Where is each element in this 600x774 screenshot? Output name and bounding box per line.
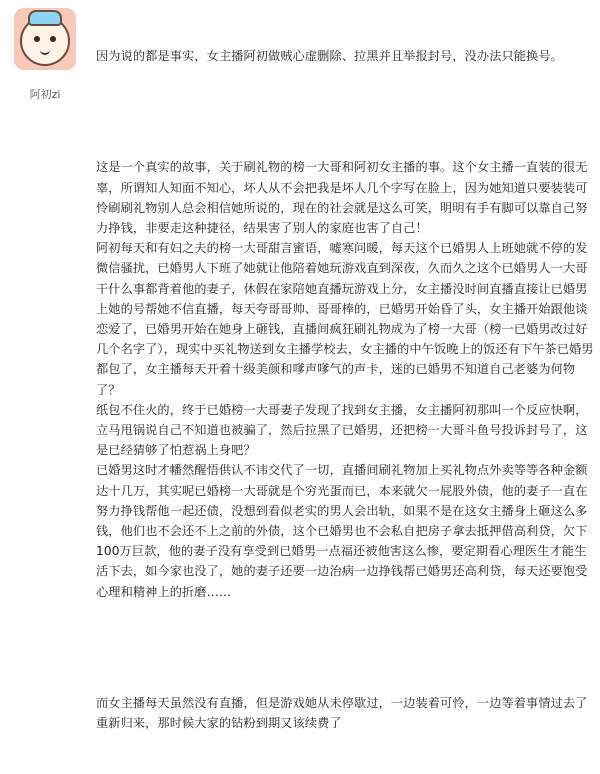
post-paragraph-2: 这是一个真实的故事，关于刷礼物的榜一大哥和阿初女主播的事。这个女主播一直装的很无辜，所谓知人知面不知心，坏人从不会把我是坏人几个字写在脸上，因为她知道只要装装可怜刷刷礼物别人总会相信她所说的，现在的社会就是这么可笑，明明有手有脚可以靠自己努力挣钱，非要走这种捷径，结果害了别人的家庭也害了自己！ 阿初每天和有妇之夫的榜一大哥甜言蜜语，嘘寒问暖，每天这个已婚男人上班她就不停的发微信骚扰，已婚男人下班了她就让他陪着她玩游戏直到深夜，久而久之这个已婚男人一大哥干什么事都背着他的妻子，休假在家陪她直播玩游戏上分，女主播没时间直播直接让已婚男上她的号帮她不信直播，每天夸哥哥帅、哥哥棒的，已婚男开始昏了头，女主播开始跟他谈恋爱了，已婚男开始在她身上砸钱，直播间疯狂刷礼物成为了榜一大哥（榜一已婚男改过好几个名字了），现实中买礼物送到女主播学校去，女主播的中午饭晚上的饭还有下午茶已婚男都包了，女主播每天开着十级美颜和嗲声嗲气的声卡，迷的已婚男不知道自己老婆为何物了？ 纸包不住火的，终于已婚榜一大哥妻子发现了找到女主播，女主播阿初那叫一个反应快啊，立马甩锅说自己不知道也被骗了，然后拉黑了已婚男，还把榜一大哥斗鱼号投诉封号了，这是已经猜够了怕惹祸上身吧？ 已婚男这时才幡然醒悟供认不讳交代了一切，直播间刷礼物加上买礼物点外卖等等各种金额达十几万，其实呢已婚榜一大哥就是个穷光蛋而已，本来就欠一屁股外债，他的妻子一直在努力挣钱帮他一起还债，没想到看似老实的男人会出轨，如果不是在这女主播身上砸这么多钱，他们也不会还不上之前的外债，这个已婚男也不会私自把房子拿去抵押借高利贷，欠下100万巨款，他的妻子没有享受到已婚男一点福还被他害这么惨，要定期看心理医生才能生活下去，如今家也没了，她的妻子还要一边治病一边挣钱帮已婚男还高利贷，每天还要饱受心理和精神上的折磨…… <box>96 160 594 599</box>
avatar-eye-left <box>34 36 40 42</box>
avatar-eye-right <box>50 36 56 42</box>
post-paragraph-3: 而女主播每天虽然没有直播，但是游戏她从未停歇过，一边装着可怜，一边等着事情过去了重新归来，那时候大家的钻粉到期又该续费了 <box>96 695 588 730</box>
avatar[interactable] <box>14 8 76 70</box>
paragraph-gap <box>96 107 594 117</box>
post-content <box>96 6 594 774</box>
post-paragraph-1: 因为说的都是事实，女主播阿初做贼心虚删除、拉黑并且举报封号，没办法只能换号。 <box>96 49 563 64</box>
avatar-hat-shape <box>28 10 62 26</box>
paragraph-gap <box>96 642 594 652</box>
author-username[interactable]: 阿初zi <box>29 88 61 101</box>
author-panel <box>10 8 80 102</box>
